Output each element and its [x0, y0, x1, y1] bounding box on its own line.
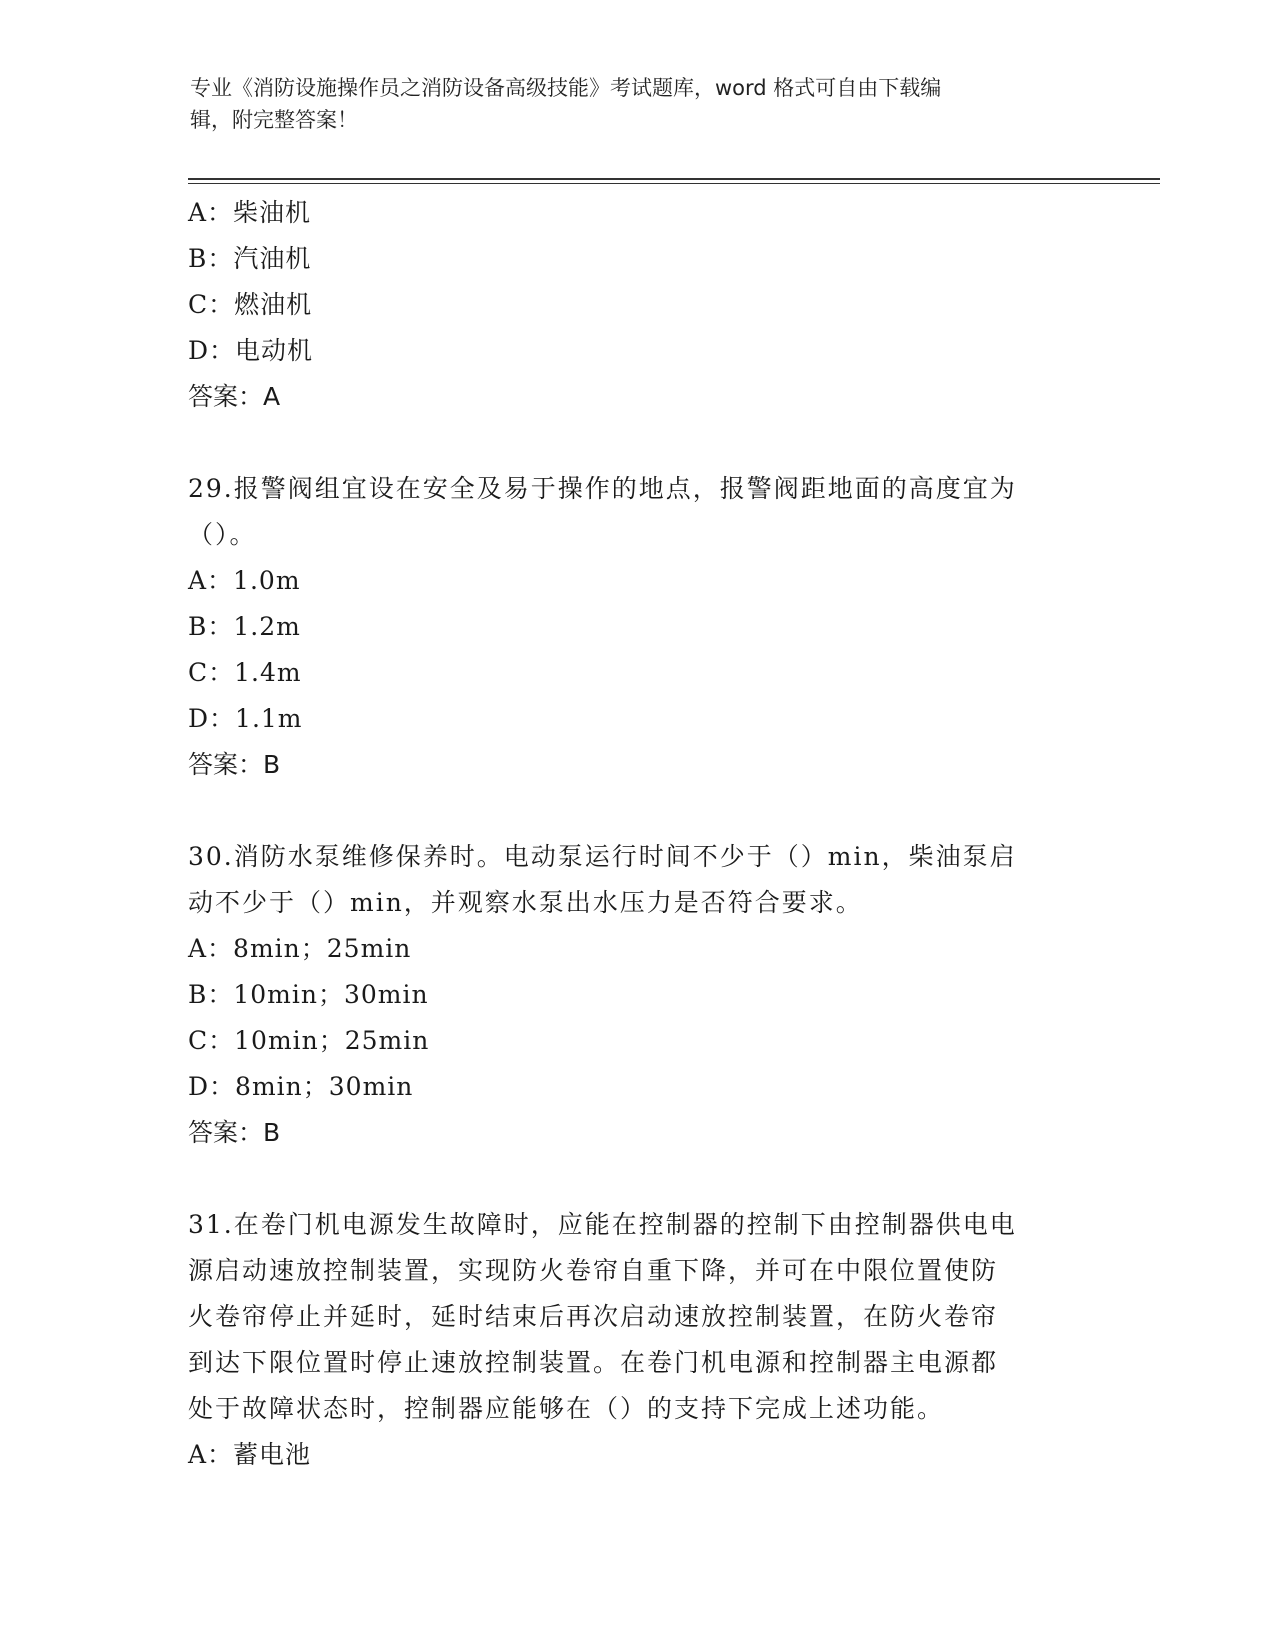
- question-stem: 处于故障状态时，控制器应能够在（）的支持下完成上述功能。: [188, 1394, 945, 1423]
- header-line-1: 专业《消防设施操作员之消防设备高级技能》考试题库，word 格式可自由下载编: [190, 76, 942, 100]
- answer-line: 答案：B: [188, 1118, 281, 1147]
- answer-line: 答案：A: [188, 382, 281, 411]
- option-c: C：10min；25min: [188, 1026, 430, 1055]
- option-b: B：10min；30min: [188, 980, 429, 1009]
- option-a: A：8min；25min: [188, 934, 412, 963]
- question-content: [188, 190, 1088, 1478]
- option-d: D：电动机: [188, 336, 314, 365]
- spacer: [188, 788, 1088, 834]
- option-a: A：蓄电池: [188, 1440, 312, 1469]
- option-d: D：8min；30min: [188, 1072, 414, 1101]
- question-stem: 动不少于（）min，并观察水泵出水压力是否符合要求。: [188, 888, 863, 917]
- option-a: A：柴油机: [188, 198, 312, 227]
- header-divider-thin: [188, 183, 1160, 184]
- header-divider: [188, 178, 1160, 180]
- question-stem: （）。: [188, 520, 257, 549]
- question-28: [188, 190, 1088, 420]
- question-30: [188, 834, 1088, 1156]
- question-29: [188, 466, 1088, 788]
- option-b: B：汽油机: [188, 244, 312, 273]
- option-b: B：1.2m: [188, 612, 301, 641]
- option-a: A：1.0m: [188, 566, 301, 595]
- spacer: [188, 1156, 1088, 1202]
- option-c: C：燃油机: [188, 290, 313, 319]
- question-stem: 31.在卷门机电源发生故障时，应能在控制器的控制下由控制器供电电: [188, 1210, 1017, 1239]
- header-line-2: 辑，附完整答案！: [190, 108, 358, 132]
- question-stem: 29.报警阀组宜设在安全及易于操作的地点，报警阀距地面的高度宜为: [188, 474, 1017, 503]
- answer-line: 答案：B: [188, 750, 281, 779]
- option-d: D：1.1m: [188, 704, 303, 733]
- spacer: [188, 420, 1088, 466]
- question-stem: 火卷帘停止并延时，延时结束后再次启动速放控制装置，在防火卷帘: [188, 1302, 999, 1331]
- question-31: [188, 1202, 1088, 1478]
- document-header: [190, 72, 1090, 136]
- question-stem: 到达下限位置时停止速放控制装置。在卷门机电源和控制器主电源都: [188, 1348, 999, 1377]
- option-c: C：1.4m: [188, 658, 302, 687]
- question-stem: 30.消防水泵维修保养时。电动泵运行时间不少于（）min，柴油泵启: [188, 842, 1017, 871]
- question-stem: 源启动速放控制装置，实现防火卷帘自重下降，并可在中限位置使防: [188, 1256, 999, 1285]
